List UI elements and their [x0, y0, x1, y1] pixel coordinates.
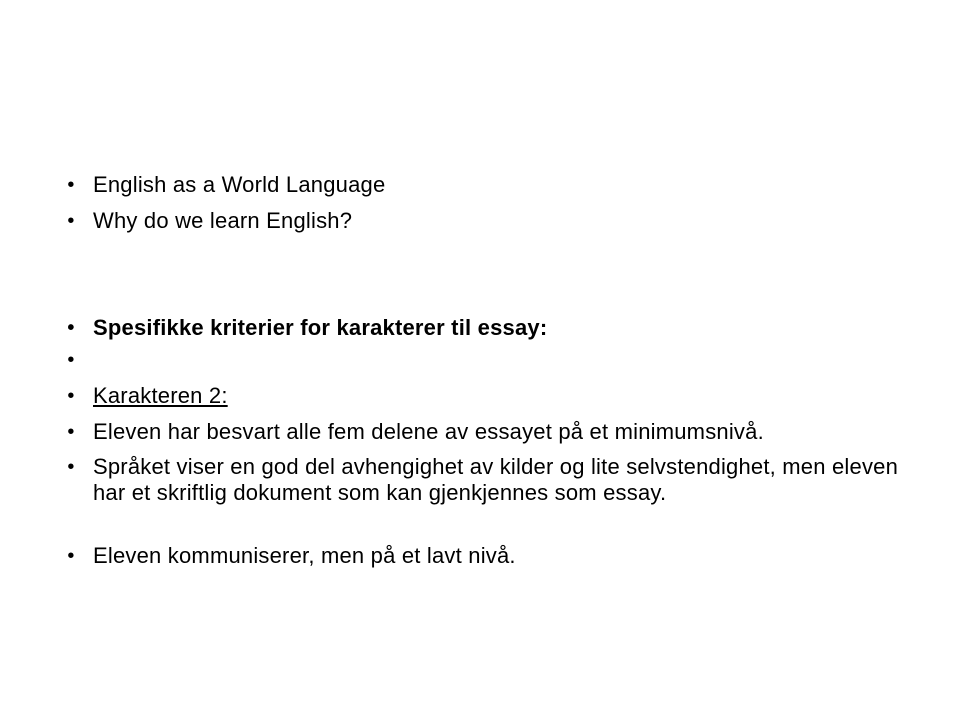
bullet-item-grade-criterion-3 — [67, 543, 913, 569]
bullet-item-english-world-language — [67, 172, 913, 198]
bullet-icon: • — [67, 210, 75, 232]
bullet-icon: • — [67, 421, 75, 443]
bullet-icon: • — [67, 317, 75, 339]
bullet-item-criteria-heading — [67, 315, 913, 341]
bullet-item-why-learn-english — [67, 208, 913, 234]
bullet-icon: • — [67, 456, 75, 478]
bullet-icon: • — [67, 385, 75, 407]
bullet-icon: • — [67, 349, 75, 371]
bullet-item-grade-criterion-2 — [67, 454, 913, 506]
bullet-text: Eleven kommuniserer, men på et lavt nivå. — [93, 543, 516, 568]
bullet-text: Karakteren 2: — [93, 383, 228, 408]
bullet-text: English as a World Language — [93, 172, 386, 197]
bullet-icon: • — [67, 174, 75, 196]
bullet-item-grade-heading — [67, 383, 913, 409]
bullet-icon: • — [67, 545, 75, 567]
bullet-text: Språket viser en god del avhengighet av kilder og lite selvstendighet, men eleven har et skriftlig dokument som kan gjenkjennes som essay. — [93, 454, 899, 505]
bullet-text: Why do we learn English? — [93, 208, 353, 233]
bullet-item-grade-criterion-1 — [67, 419, 913, 445]
bullet-text: Spesifikke kriterier for karakterer til essay: — [93, 315, 548, 340]
bullet-text: Eleven har besvart alle fem delene av essayet på et minimumsnivå. — [93, 419, 764, 444]
